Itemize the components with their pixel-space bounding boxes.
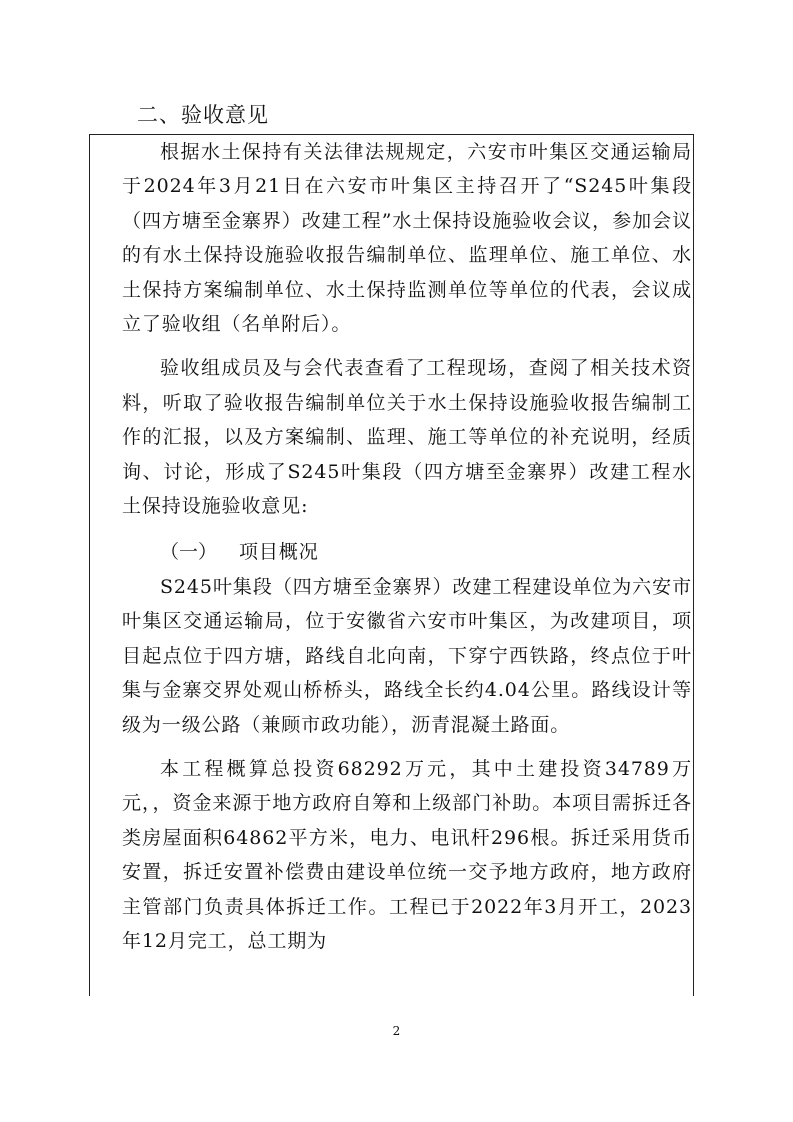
subsection-title: 项目概况 — [239, 541, 319, 564]
section-heading: 二、验收意见 — [137, 103, 269, 127]
opinion-box — [89, 134, 694, 996]
paragraph-investment: 本工程概算总投资68292万元，其中土建投资34789万元，，资金来源于地方政府自筹和上级部门补助。本项目需拆迁各类房屋面积64862平方米，电力、电讯杆296根。拆迁采用货币安置，拆迁安置补偿费由建设单位统一交予地方政府，地方政府主管部门负责具体拆迁工作。工程已于2022年3月开工，2023年12月完工，总工期为 — [122, 757, 692, 952]
subsection-number: （一） — [160, 541, 218, 564]
page-number: 2 — [392, 1024, 401, 1038]
paragraph-inspection: 验收组成员及与会代表查看了工程现场，查阅了相关技术资料，听取了验收报告编制单位关于水土保持设施验收报告编制工作的汇报，以及方案编制、监理、施工等单位的补充说明，经质询、讨论，形成了S245叶集段（四方塘至金寨界）改建工程水土保持设施验收意见: — [122, 357, 692, 518]
paragraph-meeting: 根据水土保持有关法律法规规定，六安市叶集区交通运输局于2024年3月21日在六安市叶集区主持召开了“S245叶集段（四方塘至金寨界）改建工程”水土保持设施验收会议，参加会议的有水土保持设施验收报告编制单位、监理单位、施工单位、水土保持方案编制单位、水土保持监测单位等单位的代表，会议成立了验收组（名单附后）。 — [122, 141, 692, 336]
subsection-heading — [122, 535, 692, 569]
opinion-content — [122, 135, 692, 958]
paragraph-project-overview: S245叶集段（四方塘至金寨界）改建工程建设单位为六安市叶集区交通运输局，位于安徽省六安市叶集区，为改建项目，项目起点位于四方塘，路线自北向南，下穿宁西铁路，终点位于叶集与金寨交界处观山桥桥头，路线全长约4.04公里。路线设计等级为一级公路（兼顾市政功能），沥青混凝土路面。 — [122, 575, 692, 736]
